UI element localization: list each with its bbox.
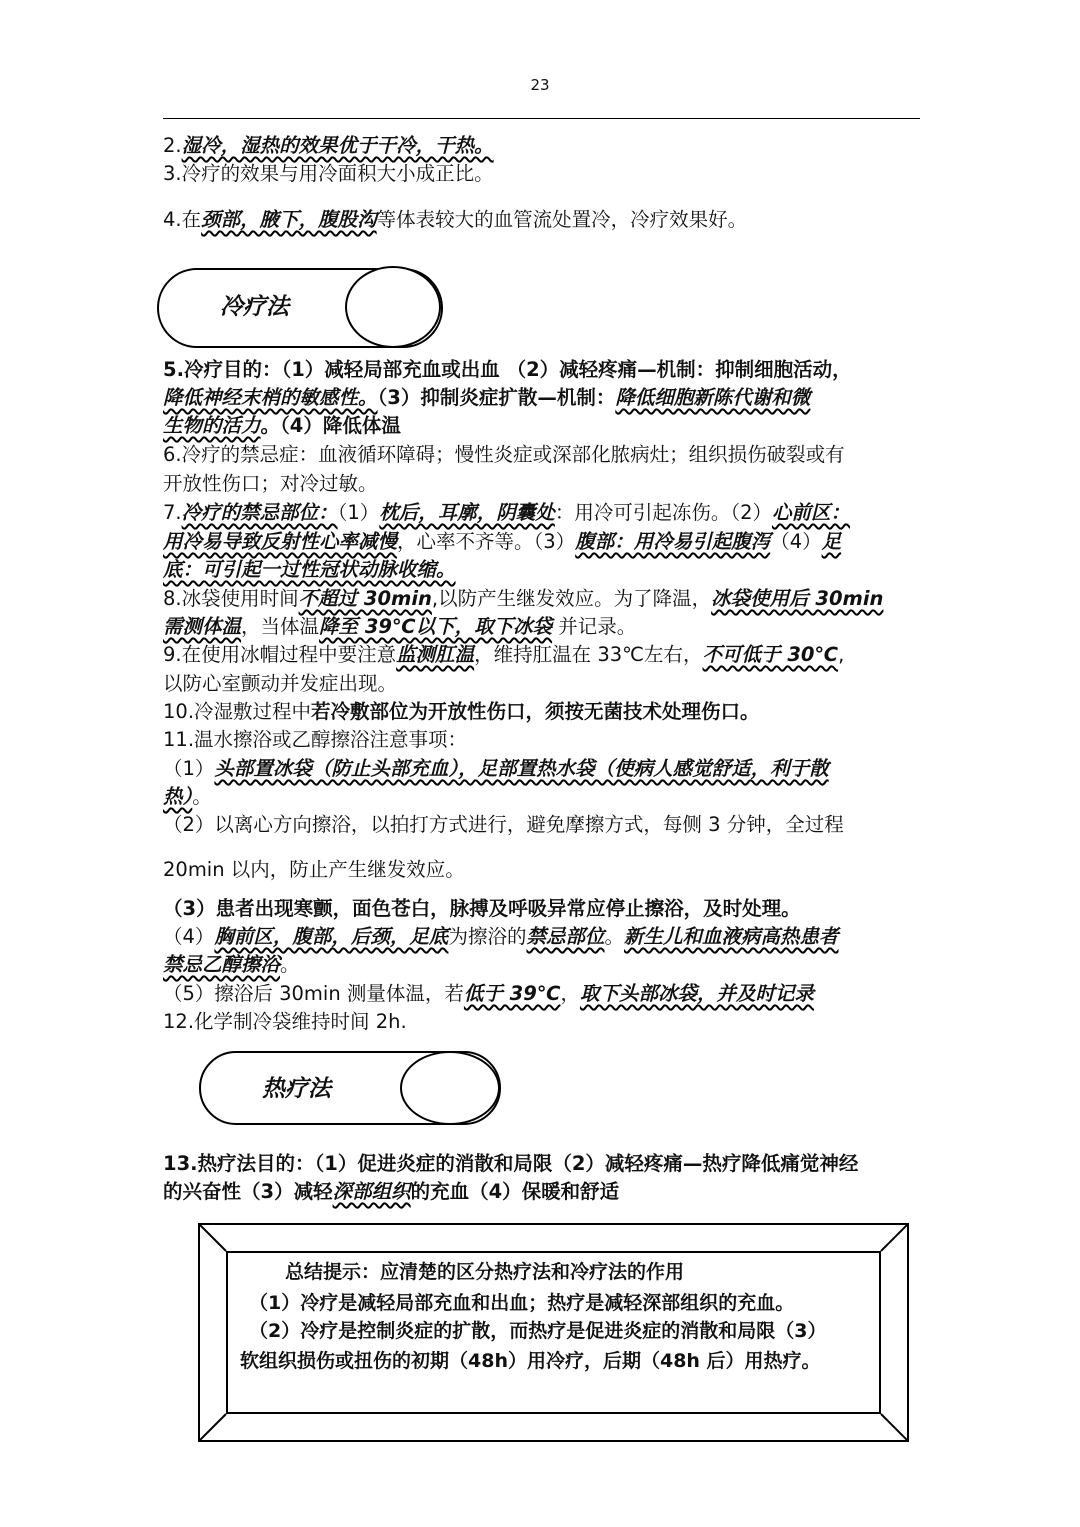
item-5-row1: 5.冷疗目的：（1）减轻局部充血或出血 （2）减轻疼痛—机制：抑制细胞活动， [163, 358, 852, 381]
summary-title: 总结提示：应清楚的区分热疗法和冷疗法的作用 [285, 1261, 685, 1283]
item-7-row2: 用冷易导致反射性心率减慢，心率不齐等。（3）腹部：用冷易引起腹泻（4）足 [163, 530, 842, 553]
item-11-title: 11.温水擦浴或乙醇擦浴注意事项： [163, 728, 468, 751]
item-9-row1: 9.在使用冰帽过程中要注意监测肛温，维持肛温在 33℃左右，不可低于 30℃, [163, 643, 845, 666]
item-11-p4-row1: （4）胸前区，腹部，后颈，足底为擦浴的禁忌部位。新生儿和血液病高热患者 [163, 925, 839, 948]
section-heat-circle [400, 1051, 500, 1125]
item-8-row2: 需测体温，当体温降至 39℃以下，取下冰袋 并记录。 [163, 615, 637, 638]
item-9-row2: 以防心室颤动并发症出现。 [163, 672, 398, 695]
item-3: 3.冷疗的效果与用冷面积大小成正比。 [163, 162, 494, 185]
item-11-p2-row2: 20min 以内，防止产生继发效应。 [163, 858, 465, 881]
item-13-row1: 13.热疗法目的：（1）促进炎症的消散和局限（2）减轻疼痛—热疗降低痛觉神经 [163, 1152, 859, 1175]
summary-line-1: （1）冷疗是减轻局部充血和出血；热疗是减轻深部组织的充血。 [249, 1292, 795, 1314]
item-10: 10.冷湿敷过程中若冷敷部位为开放性伤口，须按无菌技术处理伤口。 [163, 700, 760, 723]
item-2: 2.湿冷，湿热的效果优于干冷，干热。 [163, 134, 494, 157]
summary-line-2: （2）冷疗是控制炎症的扩散，而热疗是促进炎症的消散和局限（3） [249, 1320, 827, 1342]
item-6-row1: 6.冷疗的禁忌症：血液循环障碍；慢性炎症或深部化脓病灶；组织损伤破裂或有 [163, 443, 845, 466]
item-11-p4-row2: 禁忌乙醇擦浴。 [163, 953, 300, 976]
page-number: 23 [530, 76, 550, 94]
item-7-row3: 底：可引起一过性冠状动脉收缩。 [163, 558, 456, 581]
item-6-row2: 开放性伤口；对冷过敏。 [163, 472, 378, 495]
summary-line-3: 软组织损伤或扭伤的初期（48h）用冷疗，后期（48h 后）用热疗。 [240, 1350, 821, 1372]
item-5-row3: 生物的活力。（4）降低体温 [163, 414, 401, 437]
section-cold-circle [345, 266, 441, 348]
item-5-row2: 降低神经末梢的敏感性。（3）抑制炎症扩散—机制：降低细胞新陈代谢和微 [163, 386, 811, 409]
item-11-p1-row1: （1）头部置冰袋（防止头部充血），足部置热水袋（使病人感觉舒适，利于散 [163, 757, 829, 780]
item-12: 12.化学制冷袋维持时间 2h. [163, 1010, 407, 1033]
section-cold-title: 冷疗法 [220, 294, 289, 320]
item-11-p1-row2: 热）。 [163, 785, 212, 808]
header-rule [163, 118, 920, 119]
item-11-p5: （5）擦浴后 30min 测量体温，若低于 39℃，取下头部冰袋，并及时记录 [163, 982, 814, 1005]
item-4: 4.在颈部，腋下，腹股沟等体表较大的血管流处置冷，冷疗效果好。 [163, 208, 748, 231]
item-8-row1: 8.冰袋使用时间不超过 30min,以防产生继发效应。为了降温，冰袋使用后 30min [163, 587, 884, 610]
item-11-p3: （3）患者出现寒颤，面色苍白，脉搏及呼吸异常应停止擦浴，及时处理。 [163, 897, 801, 920]
item-11-p2-row1: （2）以离心方向擦浴，以拍打方式进行，避免摩擦方式，每侧 3 分钟，全过程 [163, 813, 844, 836]
item-13-row2: 的兴奋性（3）减轻深部组织的充血（4）保暖和舒适 [163, 1180, 620, 1203]
section-heat-title: 热疗法 [262, 1076, 331, 1102]
item-7-row1: 7.冷疗的禁忌部位：（1）枕后，耳廓，阴囊处：用冷可引起冻伤。（2）心前区： [163, 501, 850, 524]
